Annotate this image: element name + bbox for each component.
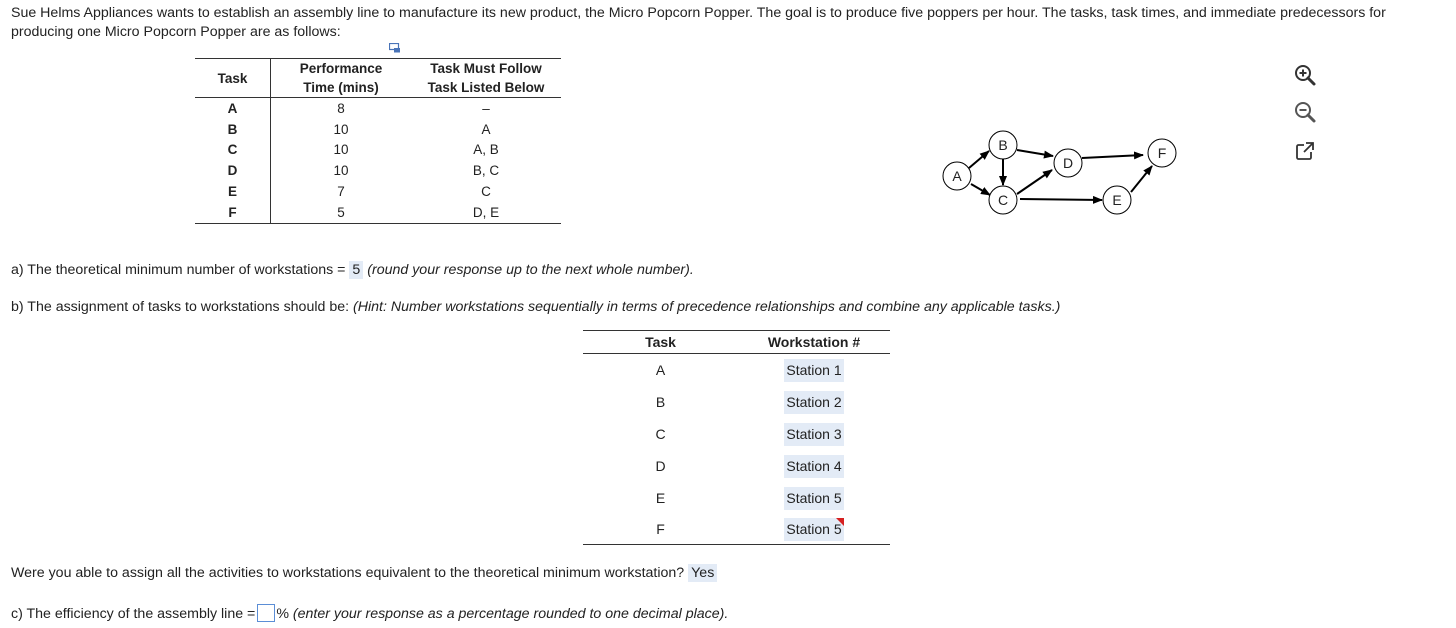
task-pred: – xyxy=(482,100,490,116)
task-time: 8 xyxy=(337,100,345,116)
ws-row xyxy=(583,482,890,514)
ws-row xyxy=(583,386,890,418)
question-c-hint: (enter your response as a percentage rounded to one decimal place). xyxy=(292,606,729,622)
task-pred: A, B xyxy=(473,142,499,158)
edge-c-d xyxy=(1017,170,1052,194)
ws-row xyxy=(583,418,890,450)
ws-row xyxy=(583,354,890,387)
assign-answer[interactable]: Yes xyxy=(688,564,717,582)
question-assign-text: Were you able to assign all the activities to workstations equivalent to the theoretical minimum workstation? xyxy=(11,565,685,581)
ws-task: E xyxy=(655,490,666,506)
task-row xyxy=(195,119,561,140)
task-id: D xyxy=(195,160,271,181)
ws-number-header: Workstation # xyxy=(738,331,890,354)
task-table xyxy=(195,58,561,224)
question-assign xyxy=(11,565,717,581)
task-row xyxy=(195,98,561,119)
question-a xyxy=(11,262,694,278)
edge-a-b xyxy=(969,151,989,168)
question-c-text: c) The efficiency of the assembly line = xyxy=(11,606,256,622)
question-a-hint: (round your response up to the next whole number). xyxy=(367,262,694,278)
node-d-label: D xyxy=(1062,155,1074,171)
copy-icon[interactable] xyxy=(389,43,401,53)
task-time: 10 xyxy=(333,163,349,179)
node-a-label: A xyxy=(952,168,962,184)
zoom-in-icon[interactable] xyxy=(1293,63,1317,87)
task-pred: A xyxy=(481,121,491,137)
task-time: 5 xyxy=(271,202,412,223)
ws-row xyxy=(583,450,890,482)
precedence-diagram xyxy=(935,120,1195,220)
node-e-label: E xyxy=(1112,192,1122,208)
station-answer[interactable]: Station 5 xyxy=(784,487,843,510)
node-b-label: B xyxy=(998,137,1008,153)
time-header: Performance Time (mins) xyxy=(271,59,412,98)
task-pred: B, C xyxy=(472,163,500,179)
task-id: B xyxy=(195,119,271,140)
task-time: 10 xyxy=(333,121,349,137)
task-row xyxy=(195,181,561,202)
station-answer[interactable]: Station 3 xyxy=(784,423,843,446)
station-answer[interactable]: Station 2 xyxy=(784,391,843,414)
task-header: Task xyxy=(195,59,271,98)
edge-a-c xyxy=(971,184,990,195)
task-id: A xyxy=(195,98,271,119)
question-b xyxy=(11,299,1060,315)
question-a-text: a) The theoretical minimum number of workstations = xyxy=(11,262,346,278)
ws-task: D xyxy=(655,458,666,474)
task-row xyxy=(195,160,561,181)
question-b-hint: (Hint: Number workstations sequentially in terms of precedence relationships and combine any applicable tasks.) xyxy=(353,299,1061,315)
external-link-icon[interactable] xyxy=(1293,139,1317,163)
task-pred: D, E xyxy=(411,202,561,223)
task-pred: C xyxy=(481,184,491,200)
edge-e-f xyxy=(1131,166,1152,192)
predecessor-header: Task Must Follow Task Listed Below xyxy=(411,59,561,98)
station-answer[interactable]: Station 1 xyxy=(784,359,843,382)
node-f-label: F xyxy=(1157,145,1167,161)
workstation-table xyxy=(583,330,890,545)
ws-task: A xyxy=(655,362,666,378)
ws-task-header: Task xyxy=(583,331,738,354)
station-answer[interactable]: Station 4 xyxy=(784,455,843,478)
problem-intro: Sue Helms Appliances wants to establish an assembly line to manufacture its new product, the Micro Popcorn Popper. The goal is to produce five poppers per hour. The tasks, task times, and immediate predecessors for producing one Micro Popcorn Popper are as follows: xyxy=(11,5,1386,40)
percent-unit: % xyxy=(276,606,289,622)
edge-c-e xyxy=(1020,199,1102,200)
task-id: C xyxy=(195,140,271,161)
task-row xyxy=(195,202,561,223)
ws-task: B xyxy=(655,394,666,410)
ws-row xyxy=(583,514,890,545)
ws-task: F xyxy=(583,514,738,545)
edge-d-f xyxy=(1082,155,1143,158)
zoom-out-icon[interactable] xyxy=(1293,100,1317,124)
task-id: F xyxy=(195,202,271,223)
question-c xyxy=(11,604,728,622)
node-c-label: C xyxy=(997,192,1009,208)
question-b-text: b) The assignment of tasks to workstations should be: xyxy=(11,299,350,315)
task-time: 7 xyxy=(337,184,345,200)
task-id: E xyxy=(195,181,271,202)
ws-task: C xyxy=(655,426,666,442)
edge-b-d xyxy=(1017,150,1053,156)
task-time: 10 xyxy=(333,142,349,158)
min-workstations-answer[interactable]: 5 xyxy=(349,261,363,279)
incorrect-flag-icon xyxy=(836,518,844,526)
task-row xyxy=(195,140,561,161)
station-answer[interactable]: Station 5 xyxy=(784,518,843,541)
efficiency-input[interactable] xyxy=(257,604,275,622)
